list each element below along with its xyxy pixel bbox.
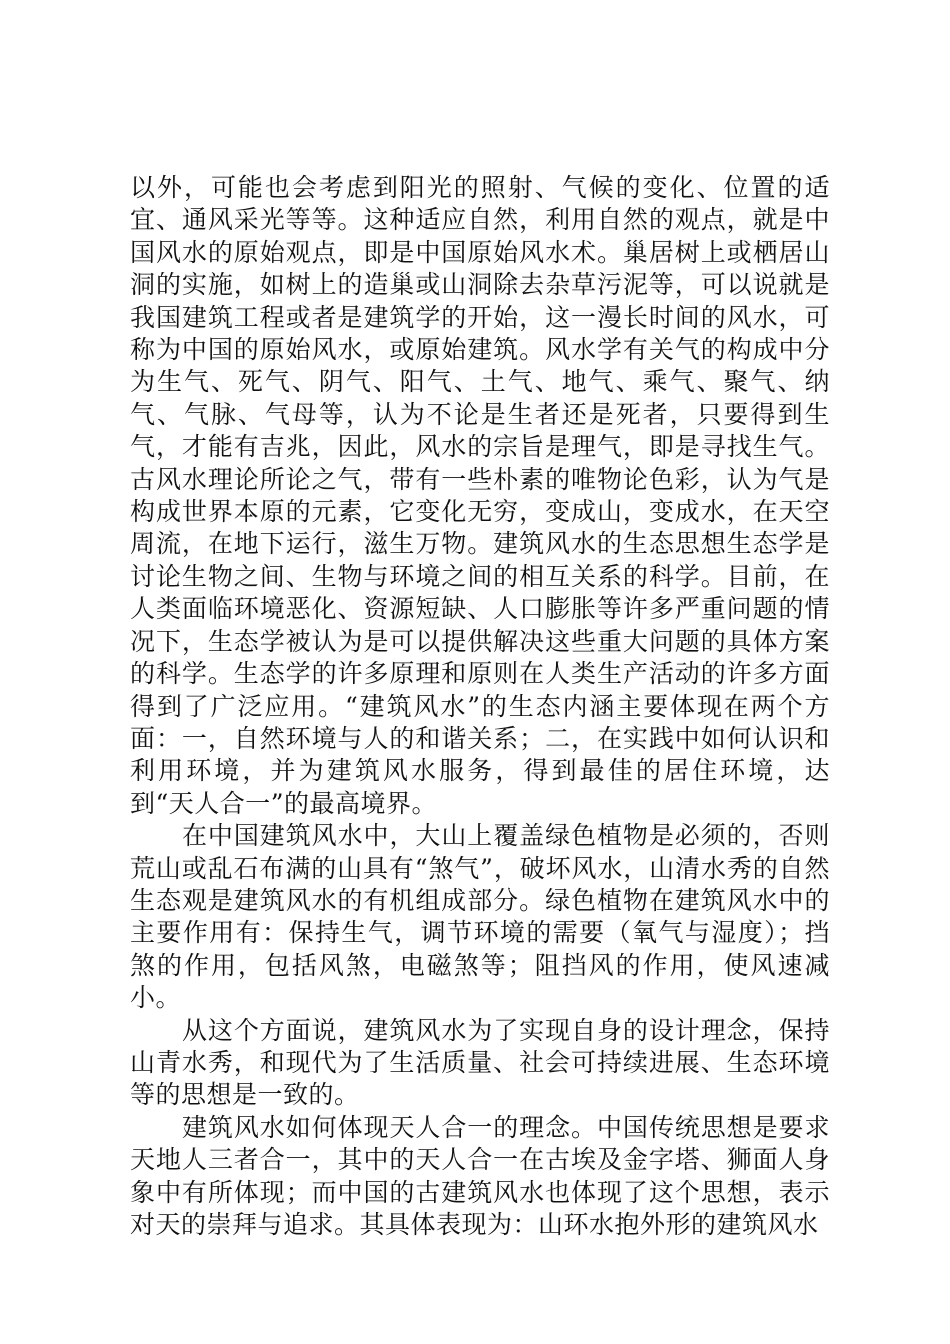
document-body — [130, 172, 830, 1241]
paragraph-2: 在中国建筑风水中，大山上覆盖绿色植物是必须的，否则荒山或乱石布满的山具有“煞气”，破坏风水，山清水秀的自然生态观是建筑风水的有机组成部分。绿色植物在建筑风水中的主要作用有：保持生气，调节环境的需要（氧气与湿度）；挡煞的作用，包括风煞，电磁煞等；阻挡风的作用，使风速减小。 — [130, 821, 830, 1013]
paragraph-3: 从这个方面说，建筑风水为了实现自身的设计理念，保持山青水秀，和现代为了生活质量、社会可持续进展、生态环境等的思想是一致的。 — [130, 1015, 830, 1110]
paragraph-1: 以外，可能也会考虑到阳光的照射、气候的变化、位置的适宜、通风采光等等。这种适应自然，利用自然的观点，就是中国风水的原始观点，即是中国原始风水术。巢居树上或栖居山洞的实施，如树上的造巢或山洞除去杂草污泥等，可以说就是我国建筑工程或者是建筑学的开始，这一漫长时间的风水，可称为中国的原始风水，或原始建筑。风水学有关气的构成中分为生气、死气、阴气、阳气、土气、地气、乘气、聚气、纳气、气脉、气母等，认为不论是生者还是死者，只要得到生气，才能有吉兆，因此，风水的宗旨是理气，即是寻找生气。古风水理论所论之气，带有一些朴素的唯物论色彩，认为气是构成世界本原的元素，它变化无穷，变成山，变成水，在天空周流，在地下运行，滋生万物。建筑风水的生态思想生态学是讨论生物之间、生物与环境之间的相互关系的科学。目前，在人类面临环境恶化、资源短缺、人口膨胀等许多严重问题的情况下，生态学被认为是可以提供解决这些重大问题的具体方案的科学。生态学的许多原理和原则在人类生产活动的许多方面得到了广泛应用。“建筑风水”的生态内涵主要体现在两个方面：一，自然环境与人的和谐关系；二，在实践中如何认识和利用环境，并为建筑风水服务，得到最佳的居住环境，达到“天人合一”的最高境界。 — [130, 173, 830, 818]
paragraph-4: 建筑风水如何体现天人合一的理念。中国传统思想是要求天地人三者合一，其中的天人合一在古埃及金字塔、狮面人身象中有所体现；而中国的古建筑风水也体现了这个思想，表示对天的崇拜与追求。其具体表现为：山环水抱外形的建筑风水 — [130, 1112, 830, 1239]
